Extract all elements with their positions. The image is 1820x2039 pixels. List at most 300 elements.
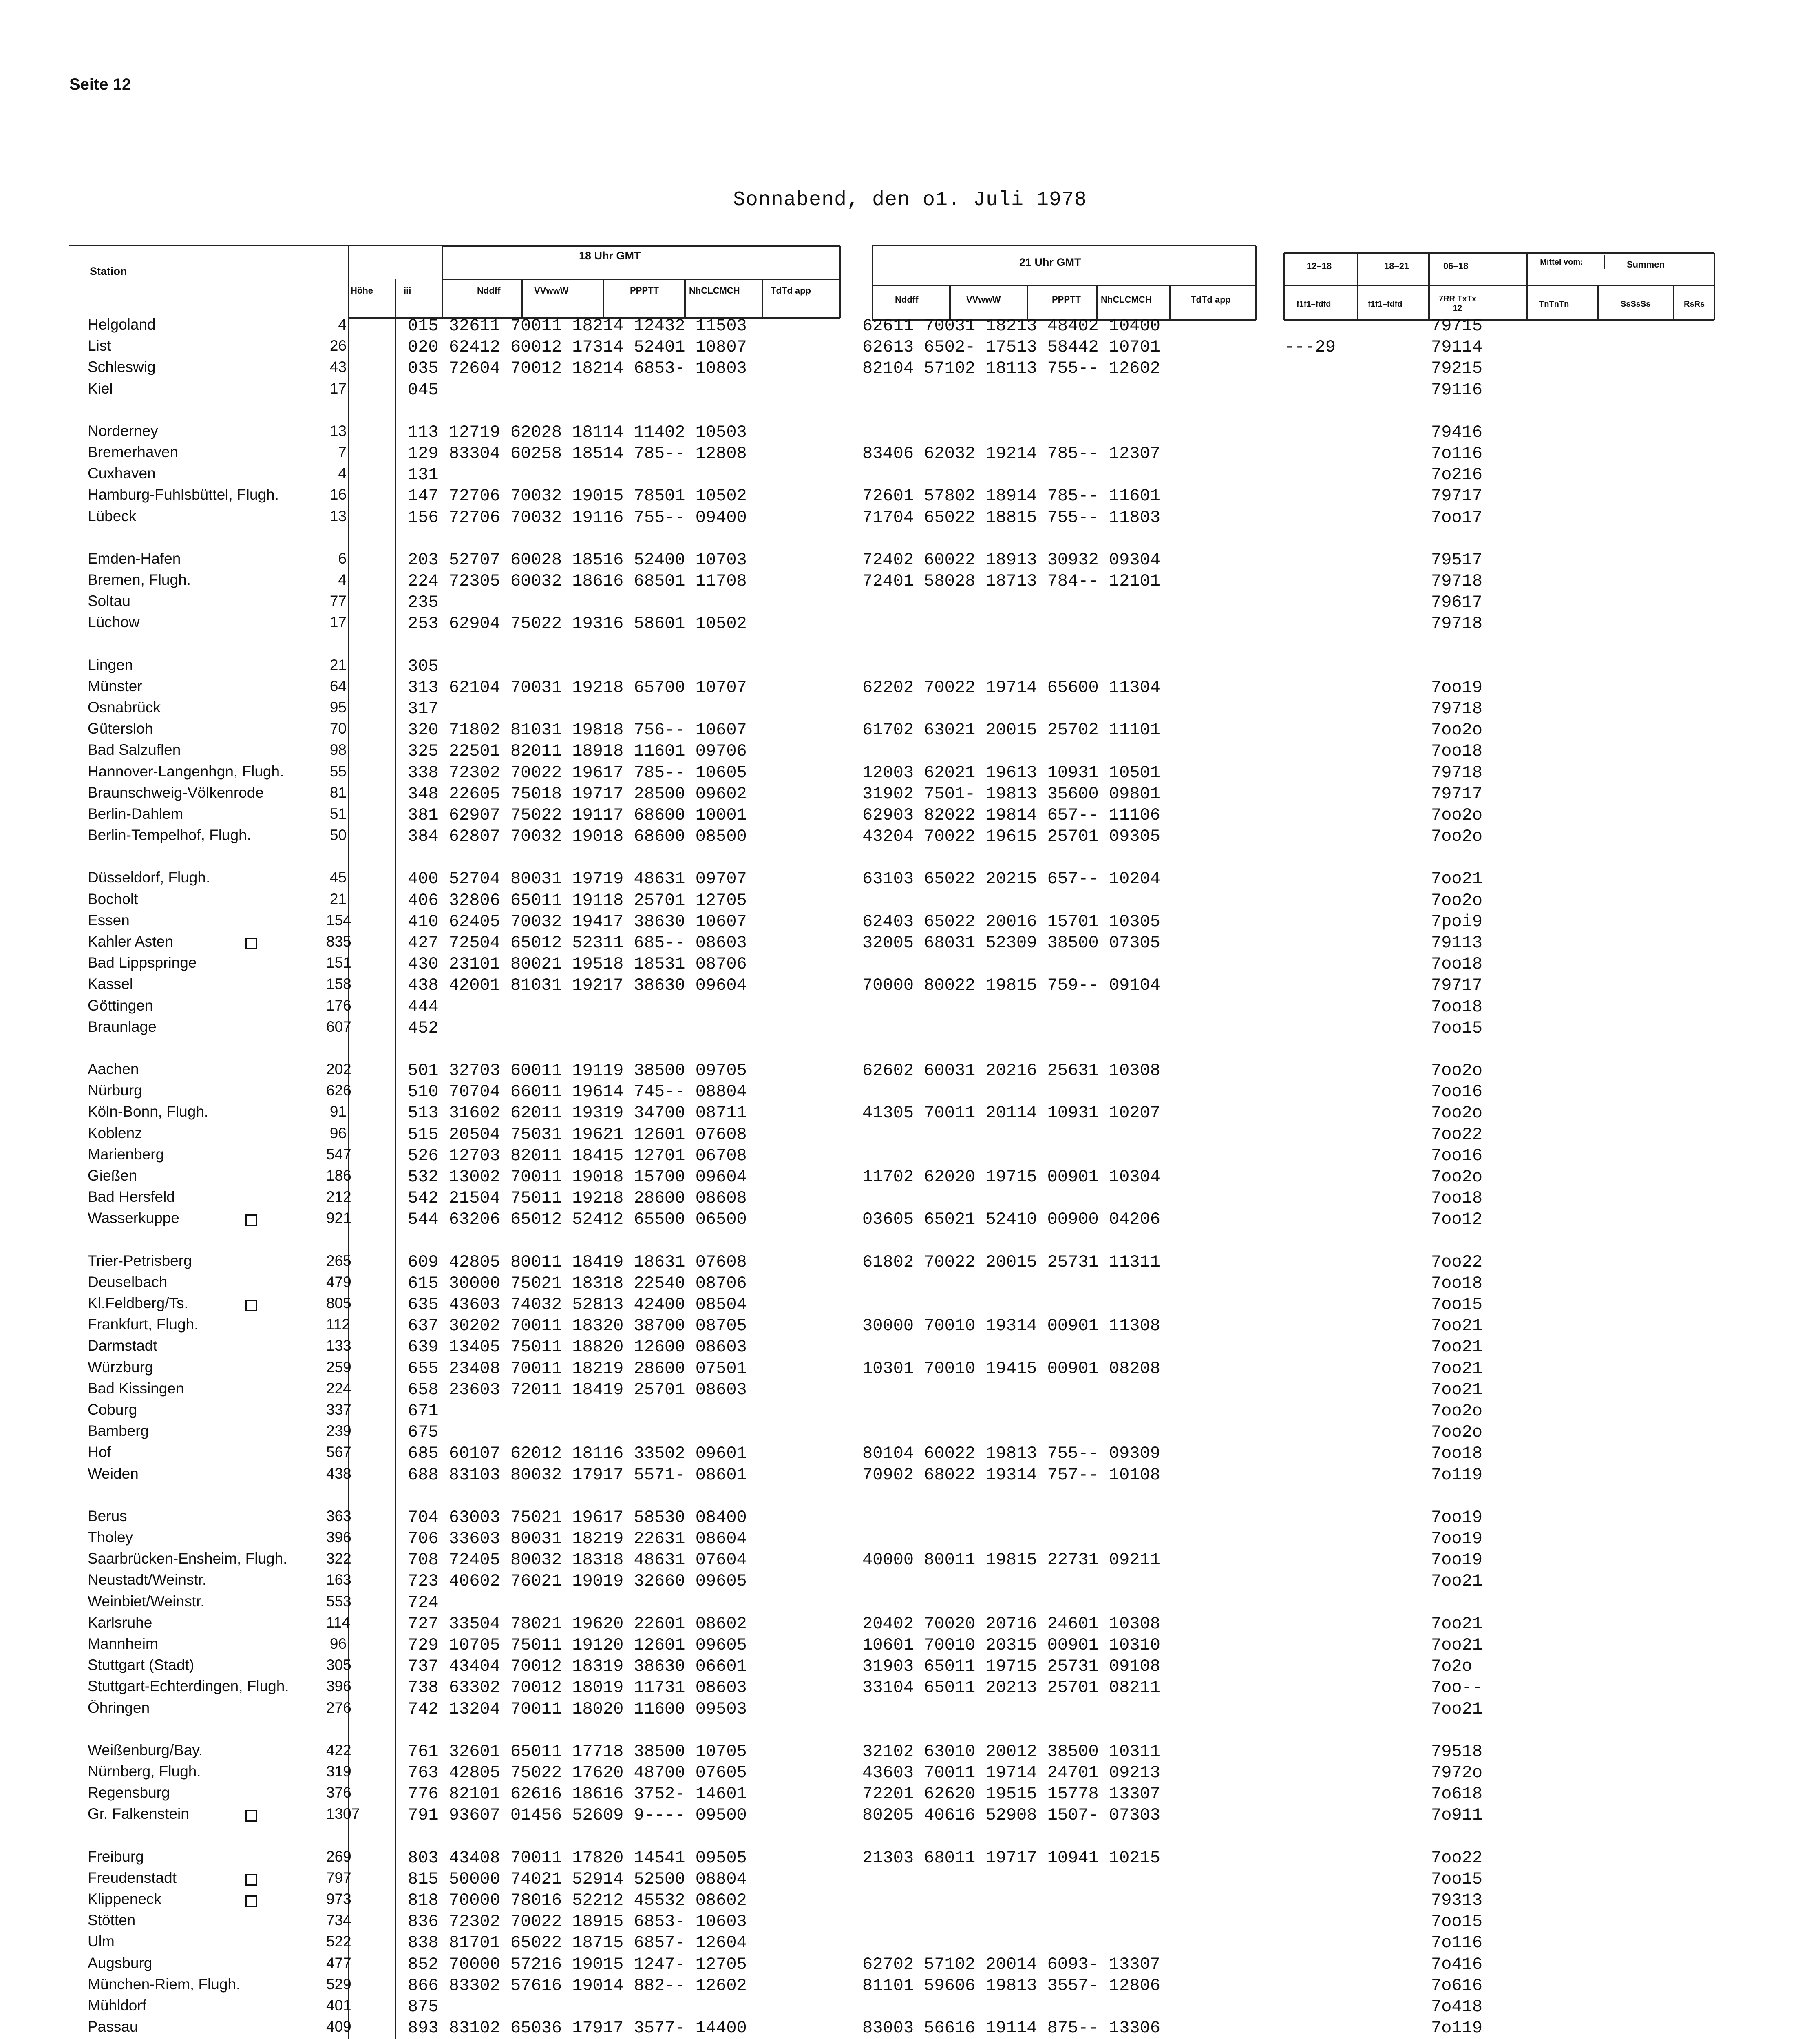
header-18-nddff: Nddff: [477, 285, 501, 296]
obs-18-gmt: 763 42805 75022 17620 48700 07605: [408, 1763, 747, 1782]
station-name: Frankfurt, Flugh.: [88, 1316, 199, 1333]
obs-18-gmt: 131: [408, 465, 439, 484]
period-06-18: 7o911: [1431, 1805, 1483, 1825]
station-name: Braunschweig-Völkenrode: [88, 784, 264, 801]
obs-18-gmt: 838 81701 65022 18715 6857- 12604: [408, 1933, 747, 1953]
header-f6: RsRs: [1684, 300, 1705, 309]
obs-18-gmt: 727 33504 78021 19620 22601 08602: [408, 1614, 747, 1634]
obs-18-gmt: 224 72305 60032 18616 68501 11708: [408, 571, 747, 591]
station-height: 21: [329, 657, 347, 673]
obs-18-gmt: 510 70704 66011 19614 745-- 08804: [408, 1082, 747, 1101]
station-height: 186: [326, 1167, 351, 1184]
obs-21-gmt: 62613 6502- 17513 58442 10701: [862, 337, 1160, 357]
period-06-18: 7oo21: [1431, 869, 1483, 889]
station-height: 259: [326, 1359, 351, 1376]
obs-18-gmt: 875: [408, 1997, 439, 2017]
station-height: 55: [329, 763, 347, 780]
station-height: 567: [326, 1444, 351, 1460]
obs-18-gmt: 609 42805 80011 18419 18631 07608: [408, 1252, 747, 1272]
station-name: Gr. Falkenstein: [88, 1805, 189, 1822]
station-name: Köln-Bonn, Flugh.: [88, 1103, 209, 1120]
period-06-18: 79416: [1431, 422, 1483, 442]
obs-21-gmt: 61702 63021 20015 25702 11101: [862, 720, 1160, 740]
obs-18-gmt: 513 31602 62011 19319 34700 08711: [408, 1103, 747, 1123]
header-18-vvwww: VVwwW: [534, 285, 569, 296]
period-06-18: 79718: [1431, 614, 1483, 633]
period-06-18: 7oo15: [1431, 1869, 1483, 1889]
station-name: Bad Hersfeld: [88, 1188, 175, 1205]
obs-21-gmt: 71704 65022 18815 755-- 11803: [862, 508, 1160, 527]
period-06-18: 7oo22: [1431, 1252, 1483, 1272]
station-name: Neustadt/Weinstr.: [88, 1571, 207, 1588]
header-21-ppptt: PPPTT: [1052, 294, 1081, 305]
station-height: 21: [329, 891, 347, 907]
period-06-18: 7o418: [1431, 1997, 1483, 2017]
station-height: 64: [329, 678, 347, 694]
square-marker-icon: [245, 1874, 257, 1886]
period-06-18: 79718: [1431, 571, 1483, 591]
station-height: 276: [326, 1699, 351, 1716]
obs-21-gmt: 10601 70010 20315 00901 10310: [862, 1635, 1160, 1655]
period-06-18: 7oo22: [1431, 1125, 1483, 1144]
station-height: 805: [326, 1295, 351, 1311]
obs-18-gmt: 313 62104 70031 19218 65700 10707: [408, 678, 747, 697]
station-height: 6: [338, 550, 347, 567]
station-height: 363: [326, 1508, 351, 1524]
obs-18-gmt: 526 12703 82011 18415 12701 06708: [408, 1146, 747, 1165]
station-name: Norderney: [88, 422, 158, 439]
station-name: Kiel: [88, 380, 113, 397]
obs-21-gmt: 41305 70011 20114 10931 10207: [862, 1103, 1160, 1123]
period-06-18: 7oo16: [1431, 1146, 1483, 1165]
obs-21-gmt: 62602 60031 20216 25631 10308: [862, 1061, 1160, 1080]
header-21-nddff: Nddff: [895, 294, 919, 305]
station-height: 529: [326, 1976, 351, 1993]
period-06-18: 79717: [1431, 486, 1483, 506]
station-name: Münster: [88, 678, 142, 694]
station-name: Marienberg: [88, 1146, 164, 1163]
header-18-21: 18–21: [1384, 261, 1409, 271]
obs-18-gmt: 815 50000 74021 52914 52500 08804: [408, 1869, 747, 1889]
station-name: Kahler Asten: [88, 933, 173, 950]
station-name: Weißenburg/Bay.: [88, 1742, 203, 1758]
station-height: 4: [338, 465, 347, 482]
obs-18-gmt: 020 62412 60012 17314 52401 10807: [408, 337, 747, 357]
station-height: 239: [326, 1422, 351, 1439]
station-height: 479: [326, 1274, 351, 1290]
station-name: Öhringen: [88, 1699, 150, 1716]
period-06-18: 79113: [1431, 933, 1483, 953]
period-06-18: 7oo21: [1431, 1337, 1483, 1357]
obs-18-gmt: 615 30000 75021 18318 22540 08706: [408, 1274, 747, 1293]
station-height: 98: [329, 741, 347, 758]
period-06-18: 79518: [1431, 1742, 1483, 1761]
obs-18-gmt: 410 62405 70032 19417 38630 10607: [408, 912, 747, 931]
station-name: Gütersloh: [88, 720, 153, 737]
station-height: 26: [329, 337, 347, 354]
obs-21-gmt: 31903 65011 19715 25731 09108: [862, 1656, 1160, 1676]
obs-18-gmt: 708 72405 80032 18318 48631 07604: [408, 1550, 747, 1570]
header-f4: TnTnTn: [1539, 300, 1569, 309]
obs-18-gmt: 338 72302 70022 19617 785-- 10605: [408, 763, 747, 783]
square-marker-icon: [245, 1300, 257, 1311]
obs-21-gmt: 43603 70011 19714 24701 09213: [862, 1763, 1160, 1782]
period-06-18: 7oo2o: [1431, 1422, 1483, 1442]
station-height: 4: [338, 316, 347, 333]
station-name: Tholey: [88, 1529, 133, 1546]
obs-18-gmt: 320 71802 81031 19818 756-- 10607: [408, 720, 747, 740]
header-station: Station: [90, 265, 127, 277]
station-height: 973: [326, 1891, 351, 1907]
obs-21-gmt: 10301 70010 19415 00901 08208: [862, 1359, 1160, 1378]
date-title: Sonnabend, den o1. Juli 1978: [733, 188, 1087, 212]
obs-18-gmt: 501 32703 60011 19119 38500 09705: [408, 1061, 747, 1080]
header-12-18: 12–18: [1307, 261, 1332, 271]
station-height: 547: [326, 1146, 351, 1163]
obs-21-gmt: 20402 70020 20716 24601 10308: [862, 1614, 1160, 1634]
station-height: 212: [326, 1188, 351, 1205]
obs-21-gmt: 62611 70031 18213 48402 10400: [862, 316, 1160, 336]
obs-21-gmt: 32102 63010 20012 38500 10311: [862, 1742, 1160, 1761]
station-name: Hof: [88, 1444, 111, 1460]
header-rule-top-2: [872, 245, 1256, 246]
station-name: Soltau: [88, 593, 130, 609]
period-06-18: 7oo21: [1431, 1316, 1483, 1336]
period-06-18: 7oo2o: [1431, 720, 1483, 740]
header-21-gmt: 21 Uhr GMT: [1019, 256, 1081, 268]
station-name: Helgoland: [88, 316, 156, 333]
obs-18-gmt: 203 52707 60028 18516 52400 10703: [408, 550, 747, 570]
period-06-18: 7oo18: [1431, 1188, 1483, 1208]
period-06-18: 7oo21: [1431, 1380, 1483, 1400]
period-06-18: 79718: [1431, 699, 1483, 719]
station-name: Freudenstadt: [88, 1869, 177, 1886]
obs-18-gmt: 348 22605 75018 19717 28500 09602: [408, 784, 747, 804]
obs-21-gmt: 80104 60022 19813 755-- 09309: [862, 1444, 1160, 1463]
obs-21-gmt: 80205 40616 52908 1507- 07303: [862, 1805, 1160, 1825]
period-06-18: 7oo2o: [1431, 1103, 1483, 1123]
obs-18-gmt: 305: [408, 657, 439, 676]
station-height: 51: [329, 805, 347, 822]
station-name: Bad Lippspringe: [88, 954, 197, 971]
station-height: 1307: [326, 1805, 360, 1822]
station-name: Bamberg: [88, 1422, 149, 1439]
station-name: Aachen: [88, 1061, 139, 1077]
obs-18-gmt: 452: [408, 1018, 439, 1038]
period-06-18: 7972o: [1431, 1763, 1483, 1782]
header-hoehe: Höhe: [351, 285, 373, 296]
obs-21-gmt: 62403 65022 20016 15701 10305: [862, 912, 1160, 931]
square-marker-icon: [245, 1895, 257, 1907]
period-06-18: 7oo19: [1431, 1529, 1483, 1548]
period-06-18: 7oo18: [1431, 741, 1483, 761]
header-21-vvwww: VVwwW: [966, 294, 1001, 305]
station-name: Mannheim: [88, 1635, 158, 1652]
obs-21-gmt: 70000 80022 19815 759-- 09104: [862, 975, 1160, 995]
station-height: 17: [329, 380, 347, 397]
station-name: Wasserkuppe: [88, 1210, 179, 1226]
station-height: 626: [326, 1082, 351, 1099]
obs-21-gmt: 72402 60022 18913 30932 09304: [862, 550, 1160, 570]
station-height: 13: [329, 508, 347, 524]
station-name: Stuttgart-Echterdingen, Flugh.: [88, 1678, 289, 1694]
obs-18-gmt: 893 83102 65036 17917 3577- 14400: [408, 2018, 747, 2038]
station-height: 91: [329, 1103, 347, 1120]
station-name: Passau: [88, 2018, 138, 2035]
period-06-18: 7oo18: [1431, 954, 1483, 974]
obs-21-gmt: 40000 80011 19815 22731 09211: [862, 1550, 1160, 1570]
obs-18-gmt: 045: [408, 380, 439, 400]
station-height: 95: [329, 699, 347, 716]
station-name: Mühldorf: [88, 1997, 146, 2014]
station-name: Schleswig: [88, 358, 156, 375]
header-mittel: Mittel vom:: [1540, 258, 1583, 267]
period-06-18: 7oo2o: [1431, 827, 1483, 846]
station-name: Nürburg: [88, 1082, 142, 1099]
obs-21-gmt: 31902 7501- 19813 35600 09801: [862, 784, 1160, 804]
station-name: Essen: [88, 912, 130, 929]
obs-18-gmt: 035 72604 70012 18214 6853- 10803: [408, 358, 747, 378]
obs-18-gmt: 156 72706 70032 19116 755-- 09400: [408, 508, 747, 527]
square-marker-icon: [245, 938, 257, 949]
obs-21-gmt: 83003 56616 19114 875-- 13306: [862, 2018, 1160, 2038]
obs-21-gmt: 62202 70022 19714 65600 11304: [862, 678, 1160, 697]
obs-18-gmt: 637 30202 70011 18320 38700 08705: [408, 1316, 747, 1336]
period-06-18: 7oo15: [1431, 1912, 1483, 1931]
obs-18-gmt: 147 72706 70032 19015 78501 10502: [408, 486, 747, 506]
period-06-18: 7oo21: [1431, 1359, 1483, 1378]
station-name: Osnabrück: [88, 699, 161, 716]
station-height: 376: [326, 1784, 351, 1801]
obs-18-gmt: 737 43404 70012 18319 38630 06601: [408, 1656, 747, 1676]
period-06-18: 7oo2o: [1431, 1167, 1483, 1187]
station-height: 422: [326, 1742, 351, 1758]
station-height: 43: [329, 358, 347, 375]
station-name: Cuxhaven: [88, 465, 156, 482]
station-height: 81: [329, 784, 347, 801]
obs-21-gmt: 72601 57802 18914 785-- 11601: [862, 486, 1160, 506]
period-06-18: 7o216: [1431, 465, 1483, 484]
station-height: 401: [326, 1997, 351, 2014]
obs-21-gmt: 43204 70022 19615 25701 09305: [862, 827, 1160, 846]
station-name: Darmstadt: [88, 1337, 157, 1354]
header-summen: Summen: [1627, 259, 1665, 270]
obs-18-gmt: 427 72504 65012 52311 685-- 08603: [408, 933, 747, 953]
period-06-18: 7oo15: [1431, 1018, 1483, 1038]
period-06-18: 79617: [1431, 593, 1483, 612]
period-06-18: 7oo18: [1431, 997, 1483, 1017]
obs-18-gmt: 791 93607 01456 52609 9---- 09500: [408, 1805, 747, 1825]
station-name: Bocholt: [88, 891, 138, 907]
station-name: Berlin-Dahlem: [88, 805, 183, 822]
period-06-18: 7poi9: [1431, 912, 1483, 931]
obs-18-gmt: 706 33603 80031 18219 22631 08604: [408, 1529, 747, 1548]
station-height: 16: [329, 486, 347, 503]
obs-18-gmt: 235: [408, 593, 439, 612]
obs-21-gmt: 32005 68031 52309 38500 07305: [862, 933, 1160, 953]
station-name: Stuttgart (Stadt): [88, 1656, 194, 1673]
obs-18-gmt: 015 32611 70011 18214 12432 11503: [408, 316, 747, 336]
station-name: Trier-Petrisberg: [88, 1252, 192, 1269]
header-18-ppptt: PPPTT: [630, 285, 659, 296]
obs-18-gmt: 738 63302 70012 18019 11731 08603: [408, 1678, 747, 1697]
station-height: 112: [326, 1316, 350, 1333]
period-06-18: 7oo--: [1431, 1678, 1483, 1697]
obs-18-gmt: 818 70000 78016 52212 45532 08602: [408, 1891, 747, 1910]
obs-21-gmt: 83406 62032 19214 785-- 12307: [862, 444, 1160, 463]
obs-18-gmt: 742 13204 70011 18020 11600 09503: [408, 1699, 747, 1719]
obs-18-gmt: 325 22501 82011 18918 11601 09706: [408, 741, 747, 761]
obs-18-gmt: 444: [408, 997, 439, 1017]
station-height: 158: [326, 975, 351, 992]
station-name: Regensburg: [88, 1784, 170, 1801]
period-06-18: 79718: [1431, 763, 1483, 783]
obs-21-gmt: 72201 62620 19515 15778 13307: [862, 1784, 1160, 1804]
header-18-tdtd: TdTd app: [771, 285, 811, 296]
obs-18-gmt: 544 63206 65012 52412 65500 06500: [408, 1210, 747, 1229]
station-height: 553: [326, 1593, 351, 1610]
station-name: München-Riem, Flugh.: [88, 1976, 241, 1993]
period-06-18: 7o119: [1431, 2018, 1483, 2038]
station-name: Lüchow: [88, 614, 140, 630]
obs-18-gmt: 406 32806 65011 19118 25701 12705: [408, 891, 747, 910]
station-name: Weinbiet/Weinstr.: [88, 1593, 205, 1610]
header-21-nh: NhCLCMCH: [1101, 294, 1152, 305]
obs-21-gmt: 62702 57102 20014 6093- 13307: [862, 1955, 1160, 1974]
period-06-18: 7oo15: [1431, 1295, 1483, 1314]
period-06-18: 7oo21: [1431, 1635, 1483, 1655]
obs-21-gmt: 03605 65021 52410 00900 04206: [862, 1210, 1160, 1229]
obs-21-gmt: 63103 65022 20215 657-- 10204: [862, 869, 1160, 889]
period-06-18: 79715: [1431, 316, 1483, 336]
header-f1: f1f1–fdfd: [1297, 300, 1331, 309]
station-height: 77: [329, 593, 347, 609]
station-name: Emden-Hafen: [88, 550, 181, 567]
obs-18-gmt: 803 43408 70011 17820 14541 09505: [408, 1848, 747, 1868]
obs-18-gmt: 253 62904 75022 19316 58601 10502: [408, 614, 747, 633]
station-name: Ulm: [88, 1933, 115, 1950]
station-name: Bad Kissingen: [88, 1380, 184, 1397]
station-name: Braunlage: [88, 1018, 157, 1035]
station-name: Düsseldorf, Flugh.: [88, 869, 210, 886]
station-height: 151: [326, 954, 351, 971]
station-height: 607: [326, 1018, 351, 1035]
station-height: 163: [326, 1571, 351, 1588]
station-height: 269: [326, 1848, 351, 1865]
station-name: Nürnberg, Flugh.: [88, 1763, 201, 1780]
obs-18-gmt: 400 52704 80031 19719 48631 09707: [408, 869, 747, 889]
header-18-nh: NhCLCMCH: [689, 285, 740, 296]
station-height: 4: [338, 571, 347, 588]
obs-18-gmt: 704 63003 75021 19617 58530 08400: [408, 1508, 747, 1527]
header-f3: 7RR TxTx 12: [1438, 294, 1477, 313]
obs-18-gmt: 542 21504 75011 19218 28600 08608: [408, 1188, 747, 1208]
obs-18-gmt: 866 83302 57616 19014 882-- 12602: [408, 1976, 747, 1995]
station-name: Karlsruhe: [88, 1614, 152, 1631]
station-height: 45: [329, 869, 347, 886]
obs-18-gmt: 724: [408, 1593, 439, 1612]
station-name: Bad Salzuflen: [88, 741, 181, 758]
period-06-18: 7oo2o: [1431, 891, 1483, 910]
period-06-18: 7oo16: [1431, 1082, 1483, 1101]
header-iii: iii: [404, 285, 411, 296]
period-06-18: 79114: [1431, 337, 1483, 357]
station-name: Bremen, Flugh.: [88, 571, 191, 588]
station-name: Saarbrücken-Ensheim, Flugh.: [88, 1550, 287, 1567]
period-06-18: 7oo17: [1431, 508, 1483, 527]
obs-21-gmt: 81101 59606 19813 3557- 12806: [862, 1976, 1160, 1995]
station-name: Koblenz: [88, 1125, 142, 1141]
header-06-18: 06–18: [1443, 261, 1469, 271]
station-height: 921: [326, 1210, 351, 1226]
obs-18-gmt: 685 60107 62012 18116 33502 09601: [408, 1444, 747, 1463]
station-height: 734: [326, 1912, 351, 1928]
station-height: 96: [329, 1635, 347, 1652]
period-06-18: 7o119: [1431, 1465, 1483, 1485]
header-rule-top: [69, 245, 530, 246]
station-height: 522: [326, 1933, 351, 1950]
period-06-18: 7oo21: [1431, 1571, 1483, 1591]
period-06-18: 79116: [1431, 380, 1483, 400]
period-06-18: 79517: [1431, 550, 1483, 570]
obs-18-gmt: 729 10705 75011 19120 12601 09605: [408, 1635, 747, 1655]
station-name: Weiden: [88, 1465, 139, 1482]
station-height: 477: [326, 1955, 351, 1971]
station-height: 96: [329, 1125, 347, 1141]
obs-18-gmt: 384 62807 70032 19018 68600 08500: [408, 827, 747, 846]
station-name: Berus: [88, 1508, 127, 1524]
period-06-18: 79717: [1431, 784, 1483, 804]
obs-18-gmt: 761 32601 65011 17718 38500 10705: [408, 1742, 747, 1761]
station-height: 409: [326, 2018, 351, 2035]
obs-18-gmt: 113 12719 62028 18114 11402 10503: [408, 422, 747, 442]
station-name: Kl.Feldberg/Ts.: [88, 1295, 188, 1311]
header-f2: f1f1–fdfd: [1368, 300, 1403, 309]
obs-18-gmt: 515 20504 75031 19621 12601 07608: [408, 1125, 747, 1144]
station-height: 224: [326, 1380, 351, 1397]
period-12-21: ---29: [1284, 337, 1336, 357]
obs-18-gmt: 635 43603 74032 52813 42400 08504: [408, 1295, 747, 1314]
station-name: Würzburg: [88, 1359, 153, 1376]
station-height: 835: [326, 933, 351, 950]
page-label: Seite 12: [69, 75, 131, 93]
station-height: 265: [326, 1252, 351, 1269]
station-name: Coburg: [88, 1401, 137, 1418]
station-name: Berlin-Tempelhof, Flugh.: [88, 827, 252, 843]
obs-18-gmt: 430 23101 80021 19518 18531 08706: [408, 954, 747, 974]
period-06-18: 7o2o: [1431, 1656, 1472, 1676]
obs-18-gmt: 532 13002 70011 19018 15700 09604: [408, 1167, 747, 1187]
period-06-18: 79717: [1431, 975, 1483, 995]
station-name: Bremerhaven: [88, 444, 179, 460]
obs-21-gmt: 72401 58028 18713 784-- 12101: [862, 571, 1160, 591]
obs-18-gmt: 836 72302 70022 18915 6853- 10603: [408, 1912, 747, 1931]
station-height: 133: [326, 1337, 351, 1354]
station-height: 176: [326, 997, 351, 1014]
station-name: Gießen: [88, 1167, 137, 1184]
square-marker-icon: [245, 1810, 257, 1822]
station-height: 13: [329, 422, 347, 439]
station-name: Lingen: [88, 657, 133, 673]
obs-21-gmt: 62903 82022 19814 657-- 11106: [862, 805, 1160, 825]
station-name: Hannover-Langenhgn, Flugh.: [88, 763, 284, 780]
period-06-18: 7o618: [1431, 1784, 1483, 1804]
station-height: 7: [338, 444, 347, 460]
square-marker-icon: [245, 1214, 257, 1226]
obs-18-gmt: 723 40602 76021 19019 32660 09605: [408, 1571, 747, 1591]
station-height: 50: [329, 827, 347, 843]
obs-18-gmt: 381 62907 75022 19117 68600 10001: [408, 805, 747, 825]
